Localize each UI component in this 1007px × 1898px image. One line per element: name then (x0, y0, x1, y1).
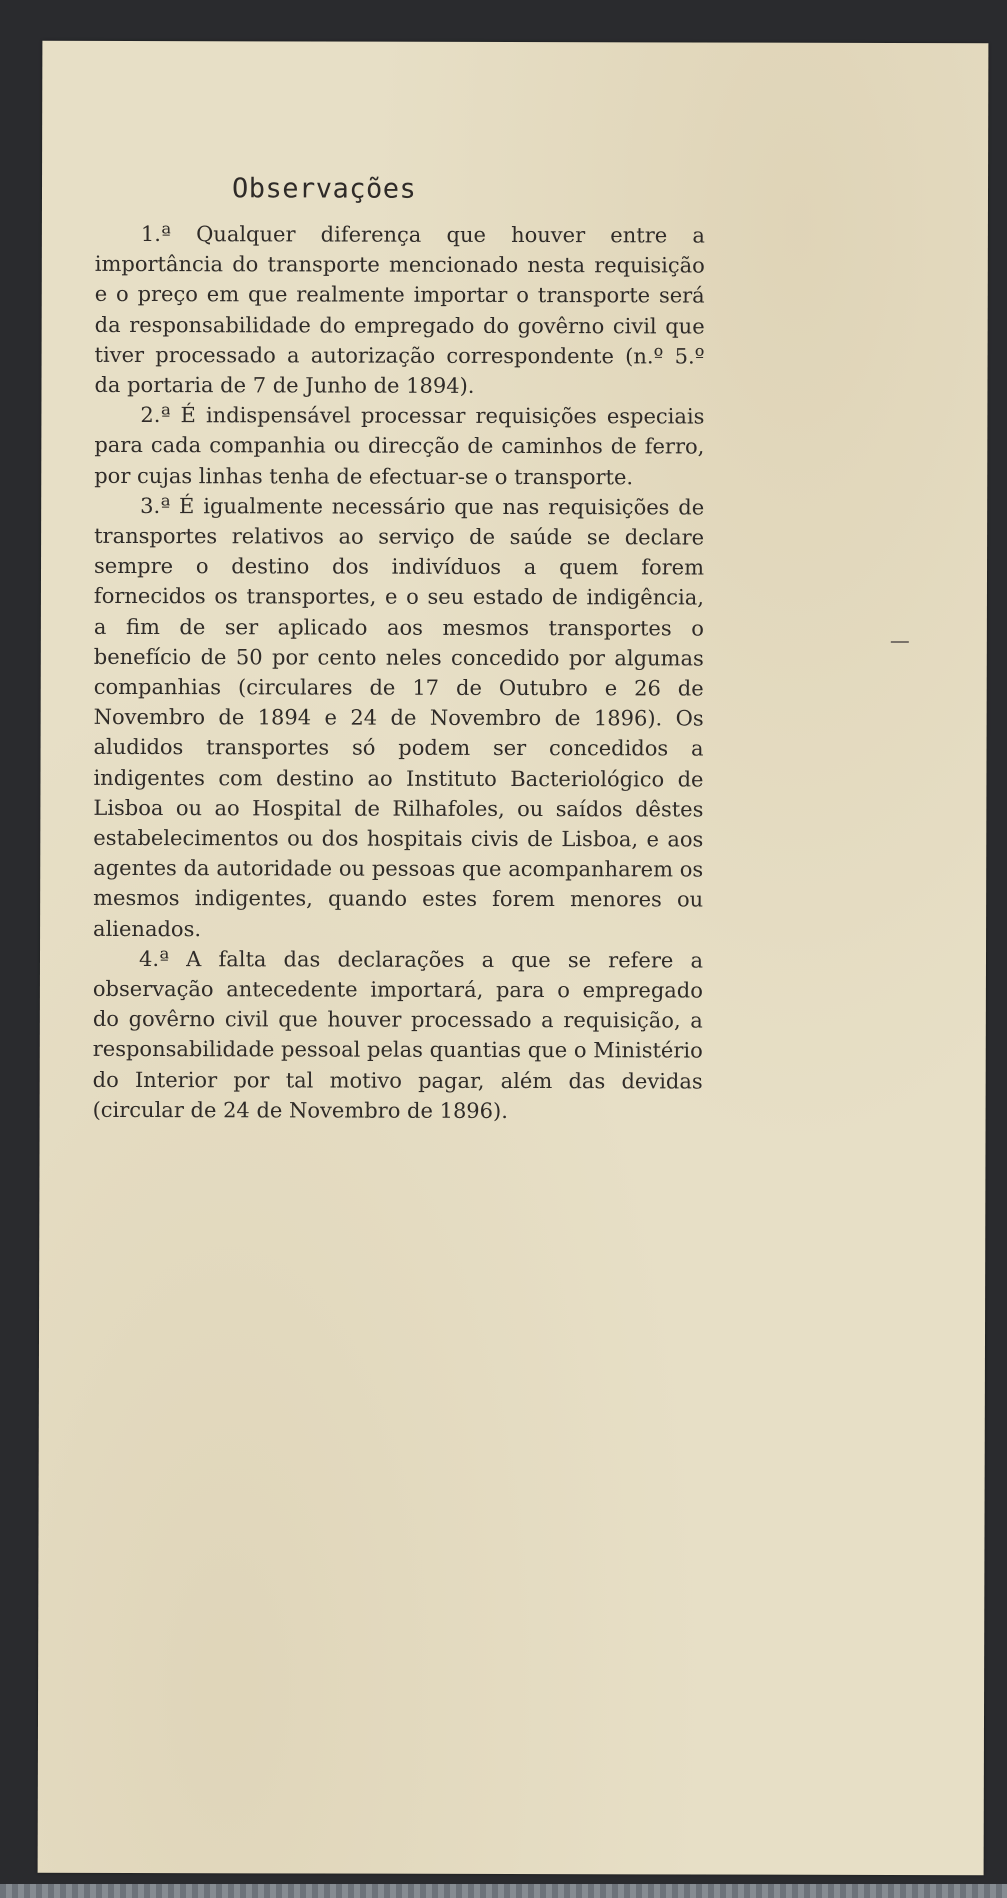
observation-2: 2.ª É indispensável processar requisições especiais para cada companhia ou direcção de caminhos de ferro, por cujas linhas tenha de efectuar-se o transporte. (94, 403, 705, 489)
observation-3: 3.ª É igualmente necessário que nas requisições de transportes relativos ao serviço de saúde se declare sempre o destino dos indivíduos a quem forem fornecidos os transportes, e o seu estado de indigência, a fim de ser aplicado aos mesmos transportes o benefício de 50 por cento neles concedido por algumas companhias (circulares de 17 de Outubro e 26 de Novembro de 1894 e 24 de Novembro de 1896). Os aludidos transportes só podem ser concedidos a indigentes com destino ao Instituto Bacteriológico de Lisboa ou ao Hospital de Rilhafoles, ou saídos dêstes estabelecimentos ou dos hospitais civis de Lisboa, e aos agentes da autoridade ou pessoas que acompanharem os mesmos indigentes, quando estes forem menores ou alienados. (93, 493, 705, 941)
observation-1: 1.ª Qualquer diferença que houver entre a importância do transporte mencionado nesta requisição e o preço em que realmente importar o transporte será da responsabilidade do empregado do govêrno civil que tiver processado a autorização correspondente (n.º 5.º da portaria de 7 de Junho de 1894). (94, 222, 705, 398)
observation-4: 4.ª A falta das declarações a que se refere a observação antecedente importará, para o empregado do govêrno civil que houver processado a requisição, a responsabilidade pessoal pelas quantias que o Ministério do Interior por tal motivo pagar, além das devidas (circular de 24 de Novembro de 1896). (92, 946, 704, 1123)
page-title: Observações (231, 173, 417, 205)
observations-text (93, 219, 705, 1127)
document-page (38, 41, 989, 1875)
ink-mark (891, 641, 909, 643)
scan-edge-strip (0, 1884, 1007, 1898)
